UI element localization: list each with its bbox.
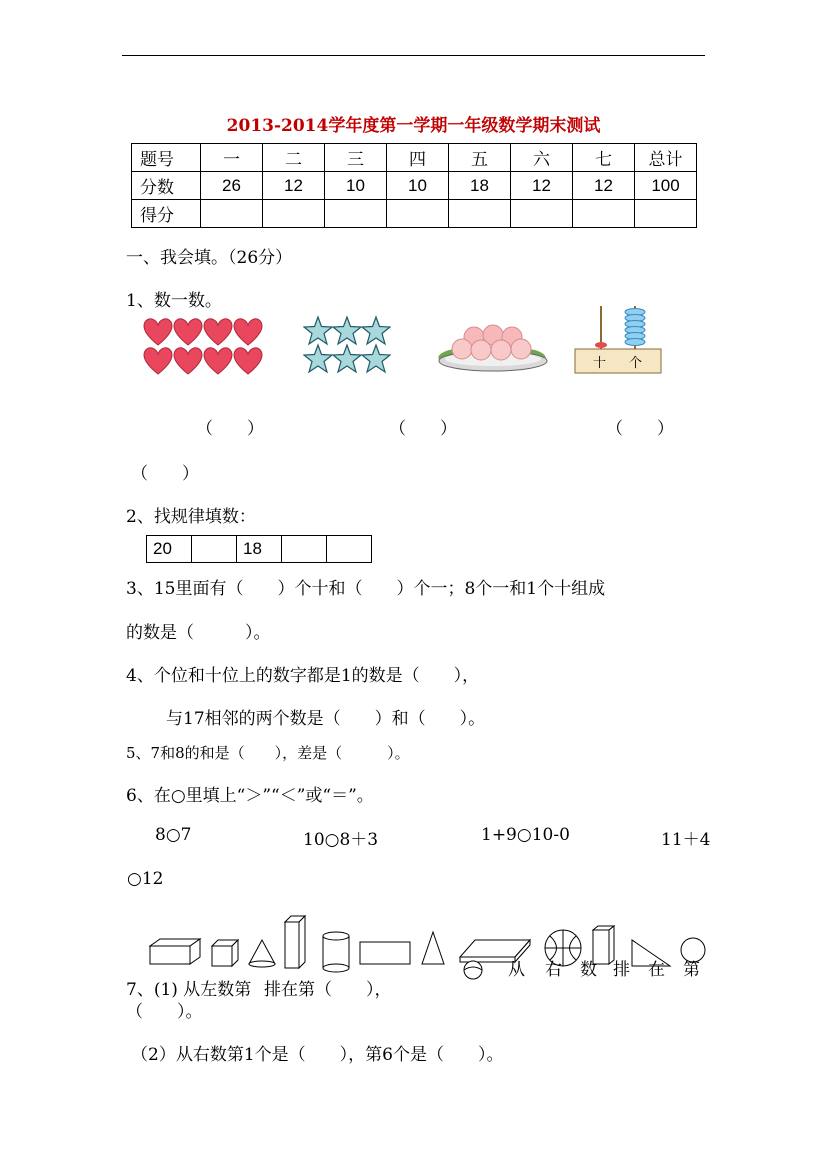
rectangle-icon xyxy=(360,942,410,964)
table-cell: 18 xyxy=(449,172,511,200)
question-1-label: 1、数一数。 xyxy=(126,291,222,311)
answer-blank[interactable]: （ ） xyxy=(606,419,674,439)
score-table xyxy=(131,143,697,228)
heart-icon xyxy=(174,319,202,345)
question-3-line2: 的数是（ ）。 xyxy=(126,623,271,643)
score-input-cell[interactable] xyxy=(635,200,697,228)
pattern-boxes xyxy=(146,535,372,563)
table-cell: 26 xyxy=(201,172,263,200)
question-7-line3: （2）从右数第1个是（ ），第6个是（ ）。 xyxy=(131,1045,504,1065)
bead-icon xyxy=(595,309,645,349)
table-cell: 10 xyxy=(325,172,387,200)
right-text: 右 xyxy=(545,960,562,980)
question-2-label: 2、找规律填数： xyxy=(126,507,256,527)
cube-icon xyxy=(212,940,238,966)
page-title: 2013-2014学年度第一学期一年级数学期末测试 xyxy=(226,116,601,136)
score-input-cell[interactable] xyxy=(263,200,325,228)
hearts-picture xyxy=(143,316,265,376)
star-icon xyxy=(333,317,361,344)
heart-icon xyxy=(234,319,262,345)
tall-cuboid-icon xyxy=(285,916,305,968)
heart-icon xyxy=(204,319,232,345)
table-cell: 五 xyxy=(449,144,511,172)
peach-plate-picture xyxy=(434,315,552,375)
cylinder-icon xyxy=(323,932,349,972)
question-7-line1b: 排在第（ ）， xyxy=(264,980,392,1000)
score-input-cell[interactable] xyxy=(325,200,387,228)
star-icon xyxy=(304,317,332,344)
right-text: 在 xyxy=(648,960,665,980)
table-cell: 分数 xyxy=(132,172,201,200)
table-cell: 三 xyxy=(325,144,387,172)
heart-icon xyxy=(204,348,232,374)
question-4-line1: 4、个位和十位上的数字都是1的数是（ ）， xyxy=(126,666,480,686)
pattern-cell: 18 xyxy=(237,536,282,563)
table-cell: 100 xyxy=(635,172,697,200)
heart-icon xyxy=(174,348,202,374)
heart-icon xyxy=(234,348,262,374)
score-input-cell[interactable] xyxy=(511,200,573,228)
compare-item-wrap: ○12 xyxy=(127,869,164,889)
cuboid-icon xyxy=(150,939,200,964)
table-row xyxy=(132,144,697,172)
question-4-line2: 与17相邻的两个数是（ ）和（ ）。 xyxy=(166,709,486,729)
table-cell: 二 xyxy=(263,144,325,172)
star-icon xyxy=(362,317,390,344)
table-cell: 六 xyxy=(511,144,573,172)
cone-icon xyxy=(249,940,275,967)
table-cell: 12 xyxy=(511,172,573,200)
table-cell: 四 xyxy=(387,144,449,172)
section-heading: 一、我会填。（26分） xyxy=(126,248,293,268)
stars-picture xyxy=(303,315,391,375)
table-cell: 一 xyxy=(201,144,263,172)
score-input-cell[interactable] xyxy=(201,200,263,228)
question-3-line1: 3、15里面有（ ）个十和（ ）个一；8个一和1个十组成 xyxy=(126,579,606,599)
heart-icon xyxy=(144,319,172,345)
triangle-icon xyxy=(422,932,444,964)
compare-item: 11＋4 xyxy=(661,830,711,850)
table-row xyxy=(132,172,697,200)
abacus-picture xyxy=(573,302,665,376)
table-row xyxy=(147,536,372,563)
question-7-line2: （ ）。 xyxy=(126,1002,203,1022)
star-icon xyxy=(362,345,390,372)
table-cell: 题号 xyxy=(132,144,201,172)
star-icon xyxy=(333,345,361,372)
star-icon xyxy=(304,345,332,372)
ball-icon xyxy=(464,961,482,979)
table-cell: 12 xyxy=(573,172,635,200)
table-cell: 10 xyxy=(387,172,449,200)
question-7-line1: 7、(1) 从左数第 xyxy=(126,980,252,1000)
abacus-tens-label: 十 xyxy=(593,356,607,371)
table-cell: 得分 xyxy=(132,200,201,228)
score-input-cell[interactable] xyxy=(387,200,449,228)
pattern-input-cell[interactable] xyxy=(327,536,372,563)
shapes-row xyxy=(140,912,720,982)
question-5: 5、7和8的和是（ ），差是（ ）。 xyxy=(126,744,410,762)
right-text: 第 xyxy=(683,960,700,980)
answer-blank[interactable]: （ ） xyxy=(131,464,199,484)
score-input-cell[interactable] xyxy=(449,200,511,228)
pattern-cell: 20 xyxy=(147,536,192,563)
question-6-label: 6、在○里填上“＞”“＜”或“＝”。 xyxy=(126,786,374,806)
score-input-cell[interactable] xyxy=(573,200,635,228)
table-cell: 总计 xyxy=(635,144,697,172)
table-cell: 12 xyxy=(263,172,325,200)
pattern-input-cell[interactable] xyxy=(282,536,327,563)
right-text: 排 xyxy=(613,960,630,980)
abacus-ones-label: 个 xyxy=(629,356,643,371)
header-rule xyxy=(122,55,705,56)
answer-blank[interactable]: （ ） xyxy=(389,419,457,439)
right-text: 数 xyxy=(580,960,597,980)
right-text: 从 xyxy=(508,960,525,980)
table-cell: 七 xyxy=(573,144,635,172)
table-row xyxy=(132,200,697,228)
heart-icon xyxy=(144,348,172,374)
answer-blank[interactable]: （ ） xyxy=(196,419,264,439)
pattern-input-cell[interactable] xyxy=(192,536,237,563)
compare-item: 10○8＋3 xyxy=(303,830,379,850)
compare-item: 1+9○10-0 xyxy=(481,825,570,845)
compare-item: 8○7 xyxy=(155,825,192,845)
